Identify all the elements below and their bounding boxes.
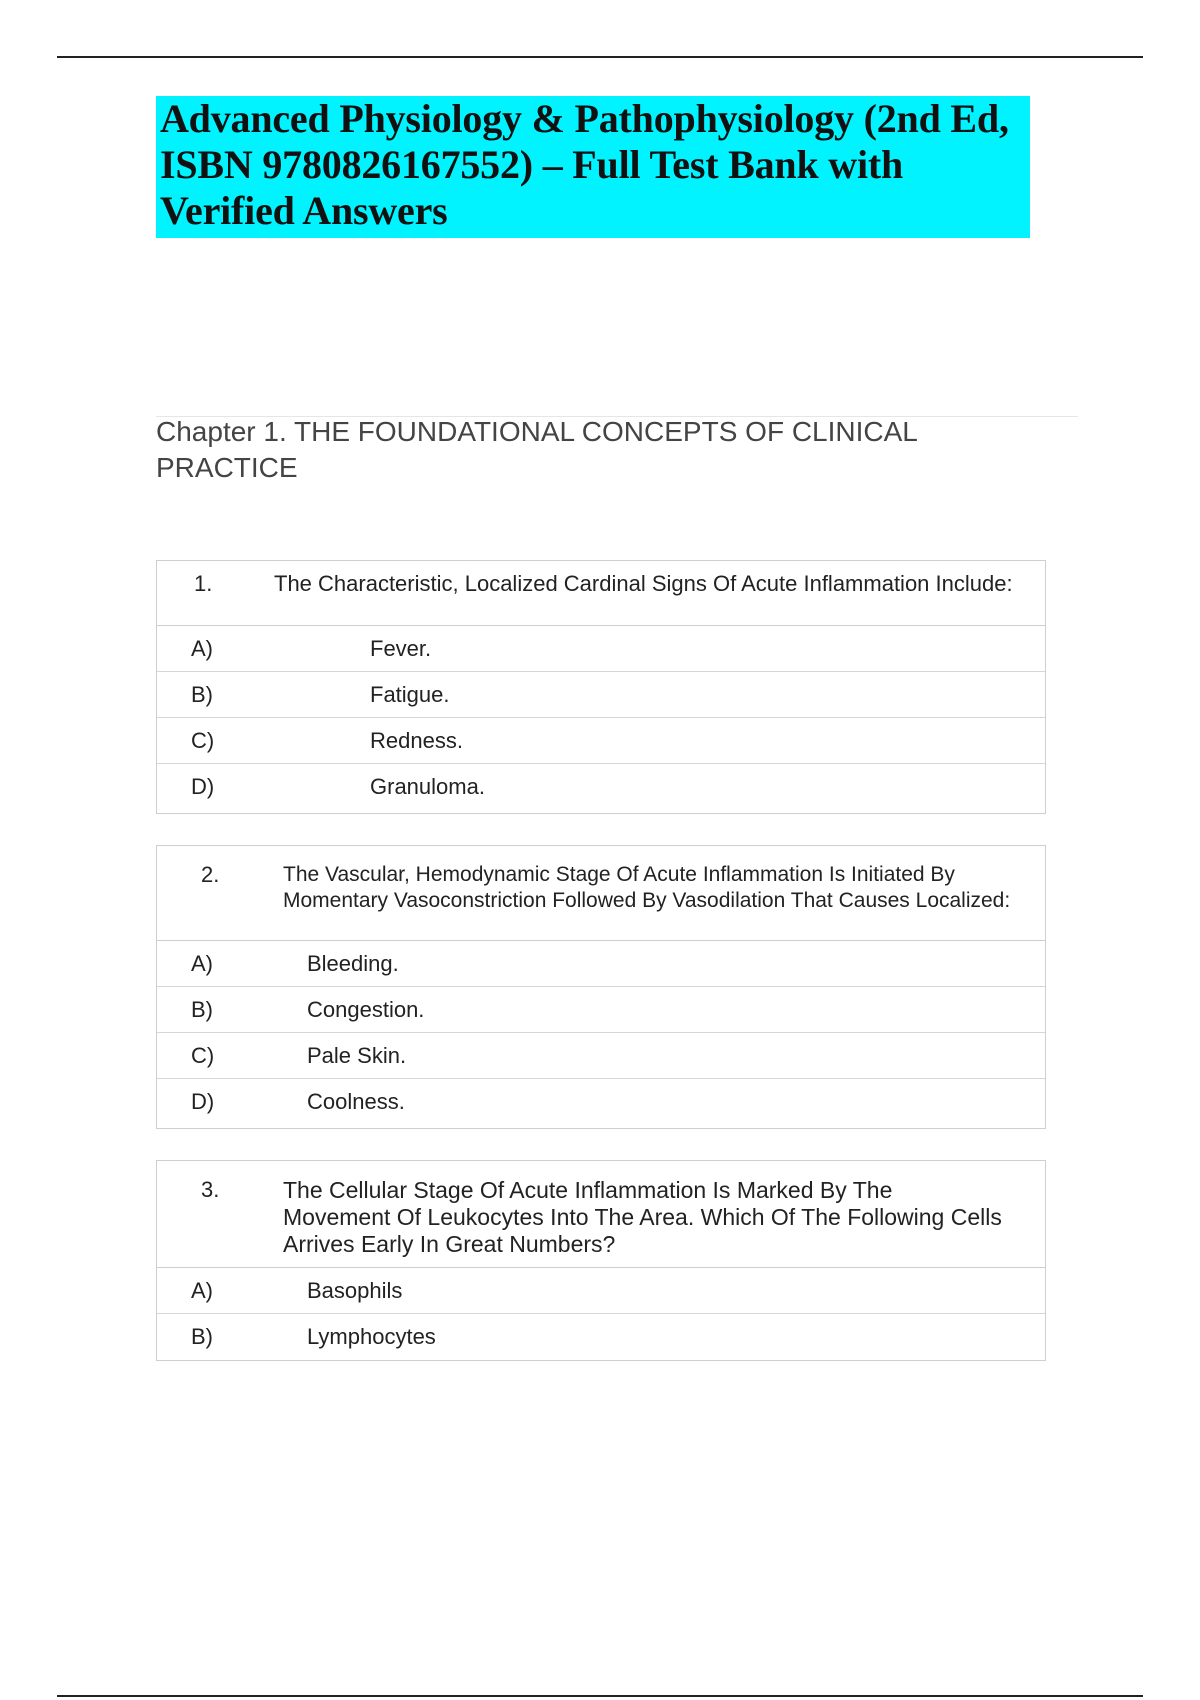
answer-option	[157, 764, 1045, 810]
option-text: Basophils	[307, 1278, 403, 1303]
question-table-2	[156, 845, 1046, 1129]
answer-option	[157, 672, 1045, 718]
answer-option	[157, 626, 1045, 672]
bottom-rule	[57, 1695, 1143, 1697]
question-text: The Cellular Stage Of Acute Inflammation Is Marked By The Movement Of Leukocytes Into The Area. Which Of The Following Cells Arrives Early In Great Numbers?	[283, 1177, 1002, 1257]
option-letter: A)	[191, 1278, 213, 1303]
question-number: 3.	[201, 1177, 220, 1202]
option-letter: B)	[191, 997, 213, 1022]
answer-option	[157, 941, 1045, 987]
answer-option	[157, 1079, 1045, 1125]
option-letter: B)	[191, 1324, 213, 1349]
top-rule	[57, 56, 1143, 58]
question-number: 1.	[194, 571, 213, 596]
chapter-heading: Chapter 1. THE FOUNDATIONAL CONCEPTS OF CLINICAL PRACTICE	[156, 416, 917, 483]
option-text: Bleeding.	[307, 951, 399, 976]
question-number: 2.	[201, 862, 220, 887]
option-text: Granuloma.	[370, 774, 485, 799]
question-header	[157, 846, 1045, 941]
option-text: Fatigue.	[370, 682, 450, 707]
option-letter: D)	[191, 774, 215, 799]
option-letter: A)	[191, 951, 213, 976]
option-text: Congestion.	[307, 997, 425, 1022]
option-text: Lymphocytes	[307, 1324, 436, 1349]
option-letter: A)	[191, 636, 213, 661]
option-letter: B)	[191, 682, 213, 707]
option-letter: D)	[191, 1089, 215, 1114]
question-header	[157, 561, 1045, 626]
question-text: The Characteristic, Localized Cardinal Signs Of Acute Inflammation Include:	[274, 571, 1013, 596]
option-letter: C)	[191, 728, 215, 753]
option-text: Pale Skin.	[307, 1043, 407, 1068]
answer-option	[157, 1268, 1045, 1314]
question-text: The Vascular, Hemodynamic Stage Of Acute Inflammation Is Initiated By Momentary Vasoconstriction Followed By Vasodilation That Causes Localized:	[283, 863, 1011, 912]
option-letter: C)	[191, 1043, 215, 1068]
question-table-1	[156, 560, 1046, 814]
answer-option	[157, 1314, 1045, 1360]
option-text: Coolness.	[307, 1089, 405, 1114]
question-table-3	[156, 1160, 1046, 1361]
answer-option	[157, 987, 1045, 1033]
answer-option	[157, 718, 1045, 764]
document-title: Advanced Physiology & Pathophysiology (2nd Ed, ISBN 9780826167552) – Full Test Bank with Verified Answers	[160, 96, 1009, 233]
option-text: Redness.	[370, 728, 463, 753]
option-text: Fever.	[370, 636, 432, 661]
title-highlight	[156, 96, 1030, 238]
question-header	[157, 1161, 1045, 1268]
answer-option	[157, 1033, 1045, 1079]
